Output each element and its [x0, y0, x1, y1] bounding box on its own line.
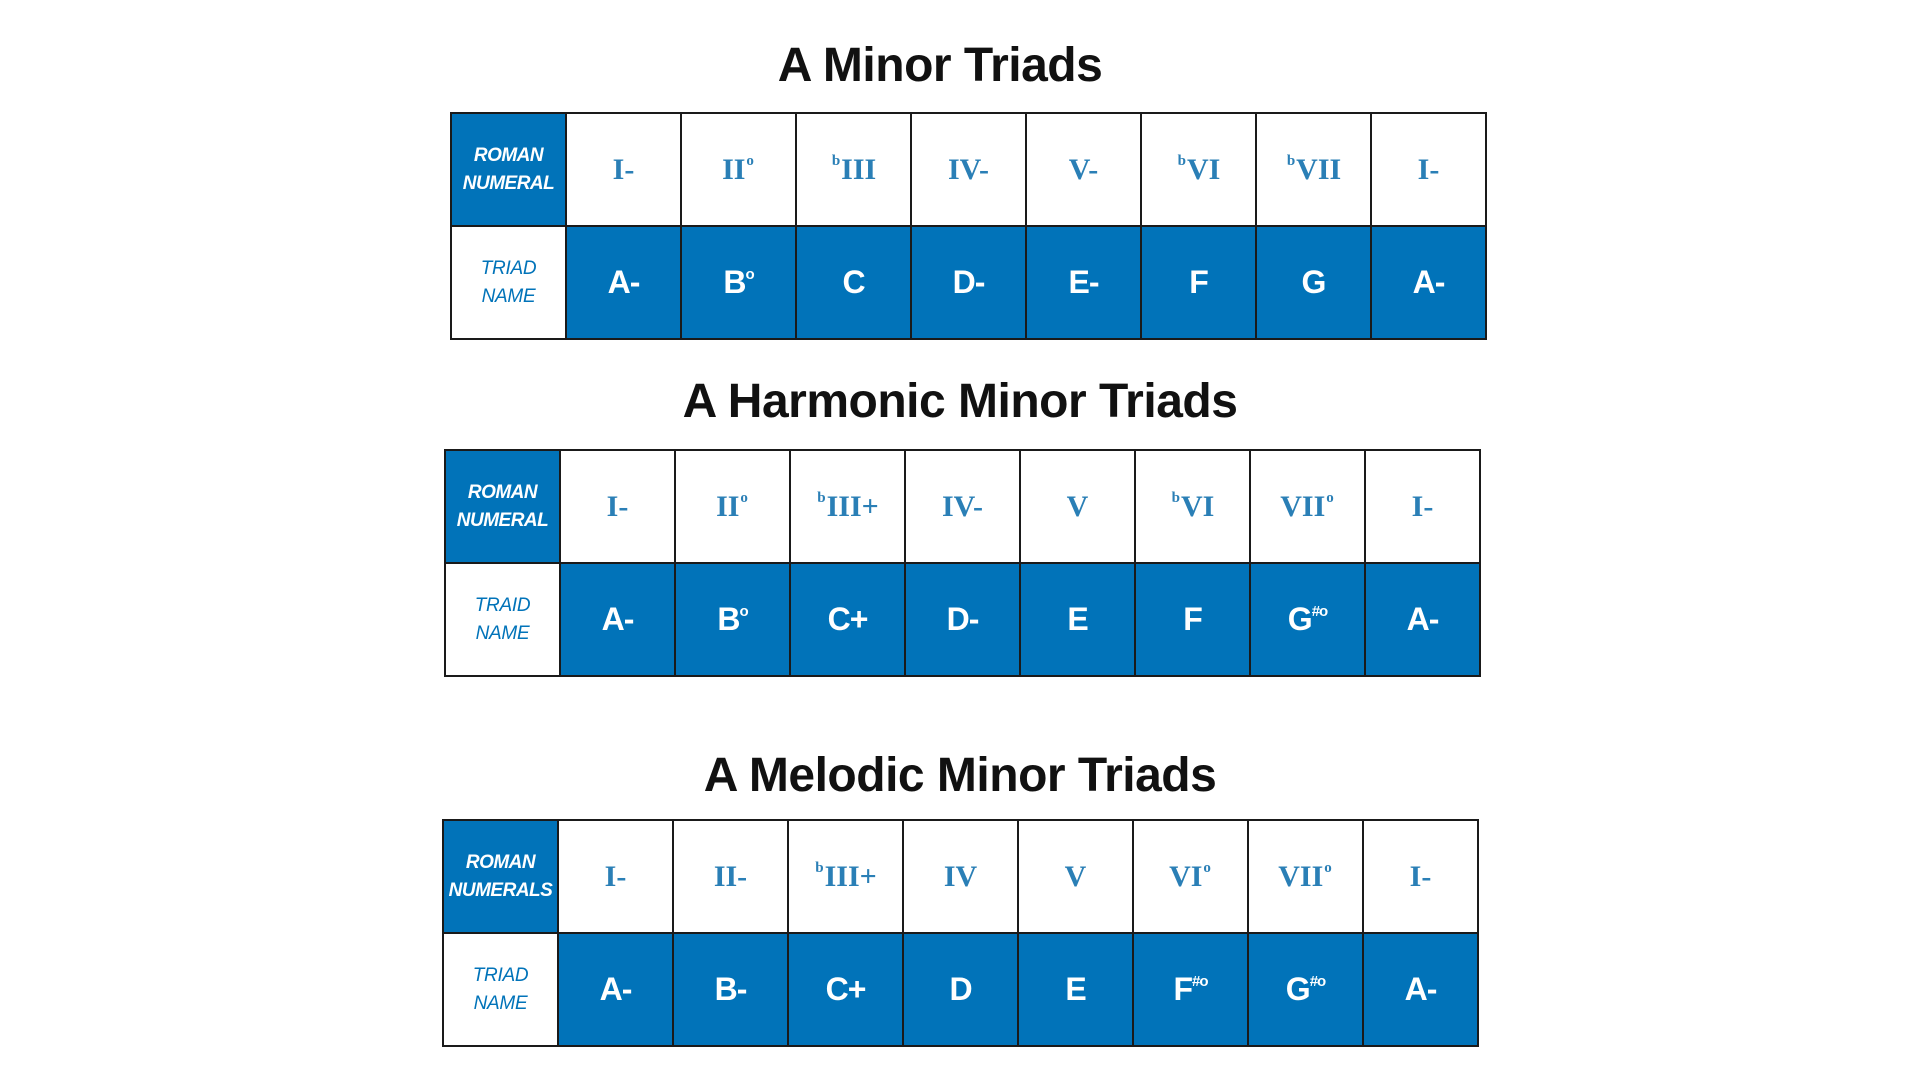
- triad-name: A-: [601, 601, 634, 637]
- roman-numeral: III+: [824, 859, 877, 893]
- roman-numeral-row: [443, 820, 1478, 933]
- roman-numeral-cell: [788, 820, 903, 933]
- roman-numeral: I-: [1417, 152, 1440, 186]
- roman-numeral-cell: [1363, 820, 1478, 933]
- roman-numeral: I-: [606, 489, 629, 523]
- roman-numeral: VI: [1169, 859, 1203, 893]
- roman-numeral: II: [716, 489, 740, 523]
- triad-name-cell: [558, 933, 673, 1046]
- triad-name: A-: [1412, 264, 1445, 300]
- triad-quality-symbol: o: [745, 266, 754, 283]
- triad-name: E: [1065, 971, 1086, 1007]
- triad-quality-symbol: #o: [1311, 603, 1328, 620]
- flat-symbol: b: [831, 152, 841, 169]
- roman-numeral: VII: [1296, 152, 1342, 186]
- diminished-symbol: o: [1326, 489, 1334, 506]
- triad-name: G: [1287, 601, 1312, 637]
- triad-name: E-: [1068, 264, 1099, 300]
- table-title: A Minor Triads: [777, 39, 1103, 92]
- roman-numeral: VII: [1280, 489, 1326, 523]
- triad-name: C: [842, 264, 865, 300]
- header-line: NAME: [473, 992, 528, 1014]
- triad-quality-symbol: #o: [1192, 973, 1208, 990]
- roman-numeral: I-: [1409, 859, 1432, 893]
- triad-name-cell: [673, 933, 788, 1046]
- flat-symbol: b: [817, 489, 826, 506]
- roman-numeral: IV-: [947, 152, 990, 186]
- roman-numeral: VI: [1187, 152, 1221, 186]
- triad-name-cell: [788, 933, 903, 1046]
- roman-numeral-cell: [1018, 820, 1133, 933]
- triad-name: G: [1301, 264, 1326, 300]
- header-line: ROMAN: [473, 144, 544, 166]
- triad-name: D: [949, 971, 972, 1007]
- roman-numeral-cell: [673, 820, 788, 933]
- roman-numeral: I-: [612, 152, 635, 186]
- diminished-symbol: o: [746, 152, 754, 169]
- triad-name: B: [717, 601, 740, 637]
- roman-numeral: IV-: [941, 489, 984, 523]
- triad-quality-symbol: #o: [1309, 973, 1326, 990]
- roman-numeral: IV: [943, 859, 978, 893]
- flat-symbol: b: [1171, 489, 1180, 506]
- header-line: NUMERALS: [448, 879, 553, 901]
- triad-name-cell: [1363, 933, 1478, 1046]
- triad-name: A-: [1404, 971, 1437, 1007]
- table-title: A Melodic Minor Triads: [703, 749, 1217, 802]
- flat-symbol: b: [815, 859, 824, 876]
- roman-numeral: V: [1064, 859, 1087, 893]
- roman-numeral: VII: [1278, 859, 1324, 893]
- header-line: NAME: [475, 622, 530, 644]
- roman-numeral: III+: [826, 489, 879, 523]
- roman-numeral: V-: [1068, 152, 1099, 186]
- roman-numeral-cell: [1248, 820, 1363, 933]
- header-line: ROMAN: [467, 481, 538, 503]
- triad-name: A-: [599, 971, 632, 1007]
- header-line: ROMAN: [465, 851, 536, 873]
- triad-name: B: [723, 264, 746, 300]
- header-line: NAME: [481, 285, 536, 307]
- triad-name: B-: [714, 971, 747, 1007]
- flat-symbol: b: [1177, 152, 1186, 169]
- header-line: TRIAD: [480, 257, 537, 279]
- triad-name: D-: [946, 601, 979, 637]
- roman-numeral: I-: [604, 859, 627, 893]
- triad-name: A-: [1406, 601, 1439, 637]
- triad-name-cell: [903, 933, 1018, 1046]
- roman-numeral: V: [1066, 489, 1089, 523]
- triad-name-cell: [1248, 933, 1363, 1046]
- triad-name-cell: [1133, 933, 1248, 1046]
- triad-name-cell: [1018, 933, 1133, 1046]
- diminished-symbol: o: [740, 489, 748, 506]
- header-line: NUMERAL: [462, 172, 555, 194]
- roman-numeral-header: [443, 820, 558, 933]
- triad-name: G: [1285, 971, 1310, 1007]
- triad-name: F: [1173, 971, 1193, 1007]
- roman-numeral: II-: [713, 859, 748, 893]
- roman-numeral-cell: [1133, 820, 1248, 933]
- triad-name-row: [443, 933, 1478, 1046]
- triad-name: A-: [607, 264, 640, 300]
- roman-numeral-cell: [558, 820, 673, 933]
- roman-numeral: I-: [1411, 489, 1434, 523]
- triad-name: D-: [952, 264, 985, 300]
- triad-name: E: [1067, 601, 1088, 637]
- header-line: NUMERAL: [456, 509, 549, 531]
- triad-name: C+: [827, 601, 868, 637]
- diminished-symbol: o: [1203, 859, 1211, 876]
- triad-quality-symbol: o: [739, 603, 748, 620]
- flat-symbol: b: [1286, 152, 1296, 169]
- diminished-symbol: o: [1324, 859, 1332, 876]
- triad-name: C+: [825, 971, 866, 1007]
- triads-table: [442, 819, 1479, 1047]
- roman-numeral: II: [722, 152, 746, 186]
- roman-numeral: VI: [1181, 489, 1215, 523]
- roman-numeral: III: [841, 152, 877, 186]
- roman-numeral-cell: [903, 820, 1018, 933]
- header-line: TRAID: [474, 594, 531, 616]
- table-title: A Harmonic Minor Triads: [682, 375, 1238, 428]
- triad-name-header: [443, 933, 558, 1046]
- triad-name: F: [1189, 264, 1208, 300]
- triad-name: F: [1183, 601, 1202, 637]
- header-line: TRIAD: [472, 964, 529, 986]
